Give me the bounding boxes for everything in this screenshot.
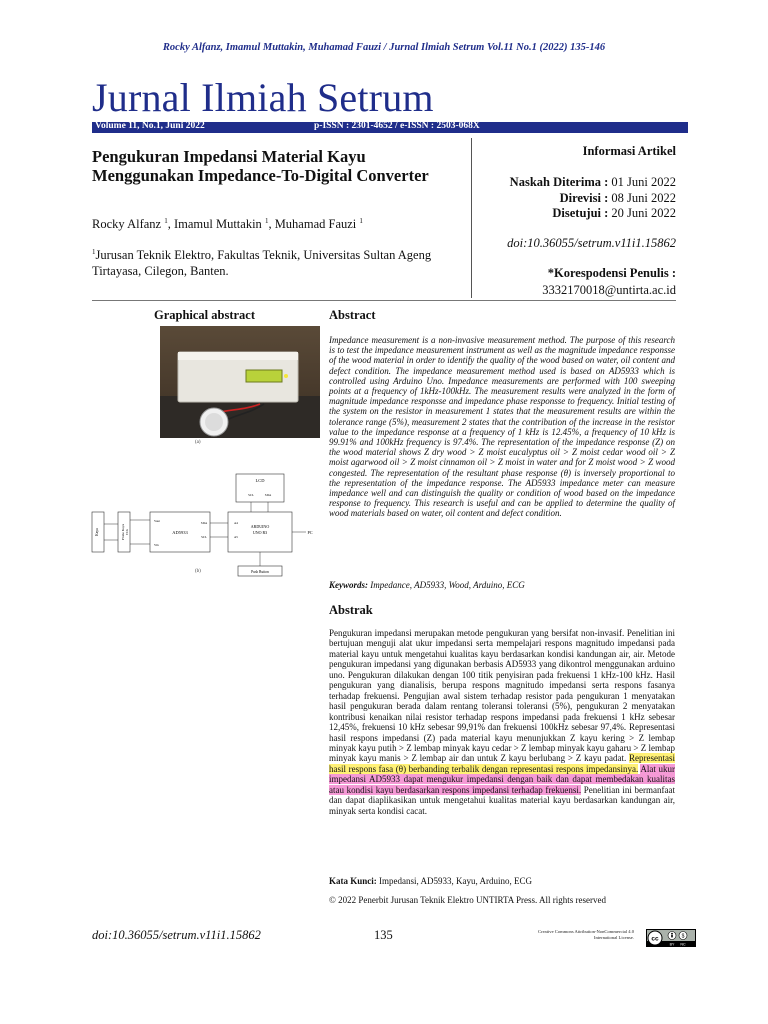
issn-info: p-ISSN : 2301-4652 / e-ISSN : 2503-068X — [314, 121, 480, 131]
revised-label: Direvisi : — [559, 191, 609, 205]
abstract-heading: Abstract — [329, 308, 376, 322]
abstrak-highlight-yellow: Representasi hasil respons fasa (θ) berbanding terbalik dengan representasi respons impedansinya. — [329, 753, 675, 774]
abstrak-text-plain: Pengukuran impedansi merupakan metode pengukuran yang bersifat non-invasif. Penelitian ini bertujuan menguji alat ukur impedansi serta mempelajari respons magnitudo impedansi pada material kayu untuk mengetahui kualitas kayu berdasarkan kondisi kandungan air, air. Metode pengukuran impedansi yang digunakan berbasis AD5933 yang dikontrol menggunakan arduino uno. Pengukuran dilakukan dengan 100 titik penyisiran pada frekuensi 1 kHz-100 kHz. Hasil pengukuran yang dianalisis, berupa respons magnitudo impedansi serta respons fasanya terhadap frekuensi. Pengujian awal sistem terhadap resistor pada pengukuran 1 menyatakan hasil pengukuran berada dalam rentang toleransi toleransi (5%), pengukuran 2 menyatakan kontribusi kenaikan nilai resistor terhadap respons impedansi pada frekuensi 1 kHz sebesar 12,45%, frekuensi 10 kHz sebesar 99,91% dan frekuensi 100kHz sebesar 97,4%. Representasi hasil respons impedansi (Z) pada material kayu menunjukkan Z kayu kering > Z lembap minyak kayu putih > Z lembap minyak kayu cedar > Z lembap minyak kayu gaharu > Z lembap minyak kayu manis > Z lembap air dan untuk Z kayu berlubang > Z kayu padat. — [329, 628, 675, 764]
cc-by-mark: BY — [669, 942, 675, 947]
cc-mark: cc — [651, 935, 659, 943]
abstrak-heading: Abstrak — [329, 603, 373, 617]
lcd-scl-label: SCL — [248, 493, 254, 497]
cc-license-icon[interactable] — [646, 929, 696, 947]
cc-nc-mark: NC — [680, 942, 686, 947]
probe-label: Probe Kayu — [121, 523, 125, 541]
abstrak-text — [329, 628, 675, 816]
author-affiliation-mark: 1 — [164, 216, 168, 225]
affiliation — [92, 247, 452, 279]
abstract-text: Impedance measurement is a non-invasive measurement method. The purpose of this research is to test the impedance measurement instrument as well as the magnitude impedance responsse of the wood material in order to identify the quality of the wood based on water, oil content and defect condition. The impedance measurement method used is based on AD5933 which is controlled using Arduino Uno. Impedance measurements are performed with 100 sweeping points at a frequency of 1kHz-100kHz. The measurement results were analyzed in the form of magnitude impedance responsse and impedance phase responsse to frequency. Initial testing of the system on the resistor in measurement 1 states that the measurement results are within the tolerance range (5%), measurement 2 states that the contribution of the increase in the resistor value to the impedance response at a frequency of 1 kHz is 12.45%, a frequency of 10 kHz is 99.91% and 100kHz frequency is 97.4%. The representation of the impedance response (Z) on the wood material shows Z dry wood > Z moist eucalyptus oil > Z moist cedar wood oil > Z moist agarwood oil > Z moist cinnamon oil > Z moist in water and for Z moist wood > Z wood congested. The representation of the resultant phase response (θ) is inversely proportional to the representation of the impedance response. The AD5933 impedance meter can measure impedance well and can distinguish the quality or condition of wood based on the impedance response to frequency. This research is useful and can be applied to determine the quality of wood materials based on water, oil content and defect condition. — [329, 335, 675, 519]
received-label: Naskah Diterima : — [509, 175, 609, 189]
kata-kunci-label: Kata Kunci: — [329, 876, 377, 886]
pc-label: PC — [307, 530, 313, 535]
correspondence-label: *Korespodensi Penulis : — [547, 266, 676, 280]
accepted-date — [470, 206, 676, 221]
device-photo — [160, 326, 320, 438]
lcd-label: LCD — [255, 478, 265, 483]
ad5933-label: AD5933 — [172, 530, 188, 535]
accepted-label: Disetujui : — [552, 206, 609, 220]
vin-label: Vin — [154, 543, 159, 547]
push-button-label: Push Button — [251, 570, 269, 574]
wood-label: Kayu — [95, 528, 99, 536]
volume-info: Volume 11, No.1, Juni 2022 — [95, 121, 205, 131]
author-affiliation-mark: 1 — [359, 216, 363, 225]
doi-link[interactable]: doi:10.36055/setrum.v11i1.15862 — [507, 236, 676, 250]
received-value: 01 Juni 2022 — [611, 175, 676, 189]
article-info-heading: Informasi Artikel — [582, 144, 676, 158]
arduino-a5-label: A5 — [234, 535, 238, 539]
author-list: Rocky Alfanz $^1$, Imamul Muttakin $^1$, Muhamad Fauzi $^1$ — [92, 216, 363, 231]
header-rule — [92, 300, 676, 301]
kata-kunci — [329, 876, 675, 886]
article-title: Pengukuran Impedansi Material Kayu Menggunakan Impedance-To-Digital Converter — [92, 147, 429, 185]
arduino-model-label: UNO R3 — [252, 530, 268, 535]
probe-ecg-label: ECG — [125, 529, 129, 535]
kata-kunci-value: Impedansi, AD5933, Kayu, Arduino, ECG — [379, 876, 533, 886]
accepted-value: 20 Juni 2022 — [611, 206, 676, 220]
abstrak-highlight-pink: Alat ukur impedansi AD5933 dapat mengukur impedansi dengan baik dan dapat membedakan kualitas atau kondisi kayu berdasarkan respons impedansi terhadap frekuensi. — [329, 763, 675, 795]
arduino-a4-label: A4 — [234, 521, 238, 525]
correspondence-email[interactable]: 3332170018@untirta.ac.id — [542, 283, 676, 297]
affiliation-mark: 1 — [92, 247, 96, 256]
svg-text:$: $ — [681, 933, 685, 940]
revised-value: 08 Juni 2022 — [611, 191, 676, 205]
figure-label-a: (a) — [195, 440, 201, 445]
keywords-value: Impedance, AD5933, Wood, Arduino, ECG — [370, 580, 525, 590]
affiliation-text: Jurusan Teknik Elektro, Fakultas Teknik, Universitas Sultan Ageng Tirtayasa, Cilegon, Banten. — [92, 248, 432, 278]
issue-bar — [92, 122, 688, 133]
vout-label: Vout — [154, 519, 160, 523]
license-line-1: Creative Commons Attribution-NonCommercial 4.0 — [538, 929, 634, 934]
license-line-2: International License. — [593, 935, 634, 940]
running-head: Rocky Alfanz, Imamul Muttakin, Muhamad Fauzi / Jurnal Ilmiah Setrum Vol.11 No.1 (2022) 135-146 — [162, 42, 606, 53]
ad-scl-label: SCL — [201, 535, 207, 539]
page-number: 135 — [374, 928, 393, 942]
author-name: Imamul Muttakin — [173, 217, 262, 231]
copyright: © 2022 Penerbit Jurusan Teknik Elektro UNTIRTA Press. All rights reserved — [329, 895, 606, 905]
license-text — [470, 929, 634, 941]
lcd-sda-label: SDA — [264, 493, 272, 497]
revised-date — [470, 191, 676, 206]
keywords — [329, 580, 675, 590]
figure-label-b: (b) — [195, 569, 201, 574]
abstrak-text-end: Penelitian ini bermanfaat dan dapat diaplikasikan untuk mengetahui kualitas material kayu berdasarkan kandungan air, minyak serta kondisi cacat. — [329, 784, 675, 816]
arduino-label: ARDUINO — [250, 524, 270, 529]
journal-title: Jurnal Ilmiah Setrum — [92, 75, 434, 120]
footer-doi[interactable]: doi:10.36055/setrum.v11i1.15862 — [92, 928, 261, 942]
author-name: Rocky Alfanz — [92, 217, 162, 231]
graphical-abstract-heading: Graphical abstract — [153, 308, 256, 322]
author-name: Muhamad Fauzi — [274, 217, 357, 231]
keywords-label: Keywords: — [329, 580, 368, 590]
author-affiliation-mark: 1 — [264, 216, 269, 225]
received-date — [470, 175, 676, 190]
ad-sda-label: SDA — [200, 521, 208, 525]
block-diagram — [88, 468, 324, 580]
